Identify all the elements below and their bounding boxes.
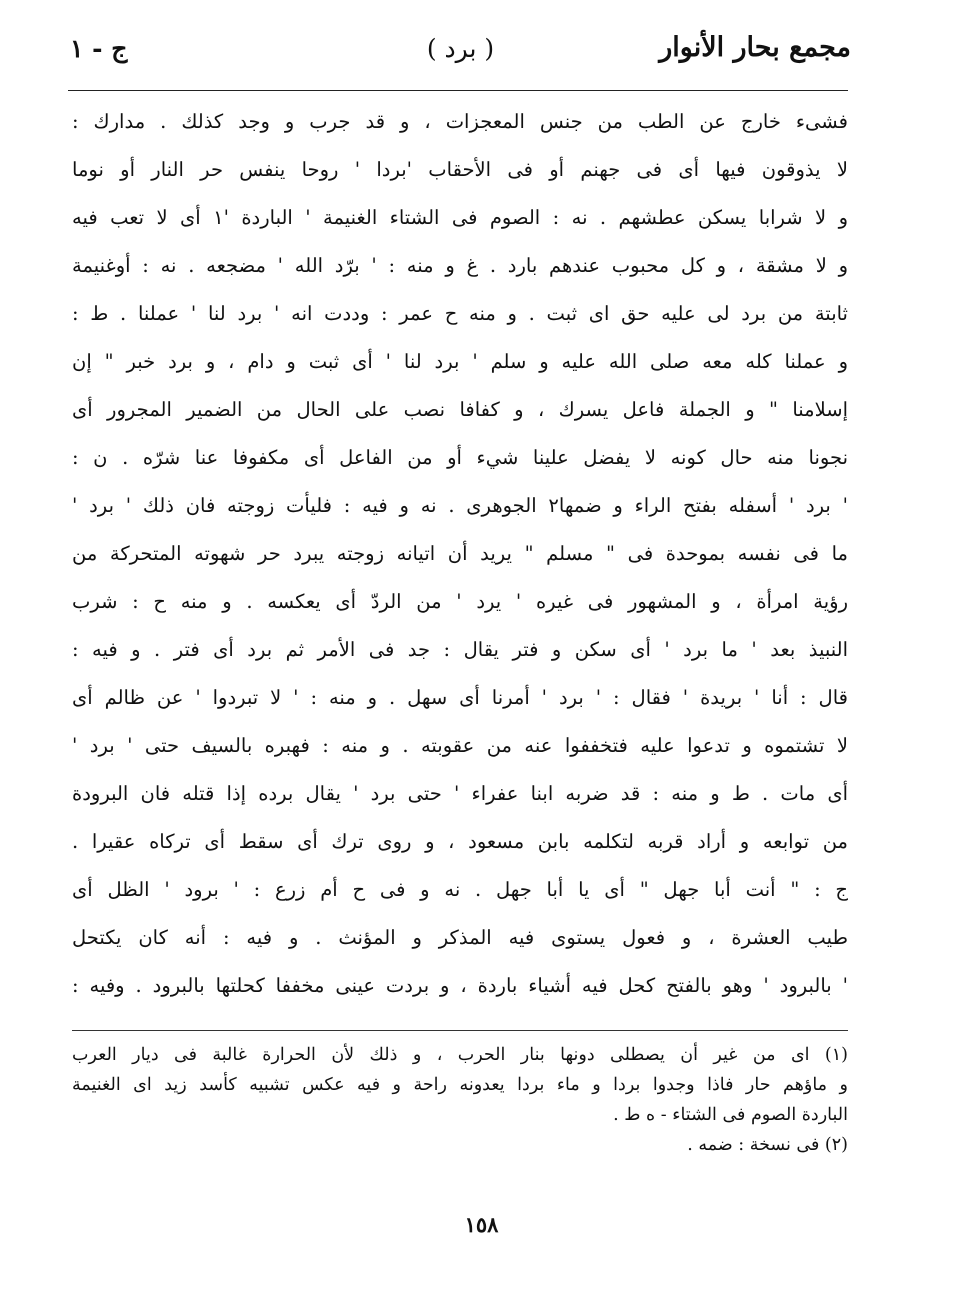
text-line: و لا مشقة ، و كل محبوب عندهم بارد . غ و منه : ' برّد الله ' مضجعه . نه : أوغنيمة (72, 254, 848, 277)
text-line: ' بالبرود ' وهو بالفتح كحل فيه أشياء باردة ، و بردت عينى مخففا كحلتها بالبرود . وفيه : (72, 974, 848, 997)
text-line: إسلامنا " و الجملة فاعل يسرك ، و كفافا نصب على الحال من الضمير المجرور أى (72, 398, 848, 421)
text-line: أى مات . ط و منه : قد ضربه ابنا عفراء ' حتى برد ' يقال برده إذا قتله فان البرودة (72, 782, 848, 805)
text-line: لا يذوقون فيها أى فى جهنم أو فى الأحقاب 'بردا ' روحا ينفس حر النار أو نوما (72, 158, 848, 181)
text-line: نجونا منه حال كونه لا يفضل علينا شيء أو من الفاعل أى مكفوفا عنا شرّه . ن : (72, 446, 848, 469)
footnote-line: (٢) فى نسخة : ضمه . (687, 1135, 848, 1155)
text-line: ' برد ' أسفله بفتح الراء و ضمها٢ الجوهرى . نه و فيه : فليأت زوجته فان ذلك ' برد ' (72, 494, 848, 517)
running-header (70, 32, 851, 80)
text-line: ثابتة من برد لى عليه حق اى ثبت . و منه ح عمر : وددت انه ' برد لنا ' عملنا . ط : (72, 302, 848, 325)
text-line: و عملنا كله معه صلى الله عليه و سلم ' برد لنا ' أى ثبت و دام ، و برد خبر " إن (72, 350, 848, 373)
volume-label: ج - ١ (70, 34, 128, 63)
book-title: مجمع بحار الأنوار (659, 32, 851, 63)
text-line: و لا شرابا يسكن عطشهم . نه : الصوم فى الشتاء الغنيمة ' الباردة '١ أى لا تعب فيه (72, 206, 848, 229)
page-number: ١٥٨ (464, 1212, 499, 1237)
entry-word: ( برد ) (426, 34, 495, 63)
text-line: قال : أنا ' بريدة ' فقال : ' برد ' أمرنا أى سهل . و منه : ' لا تبردوا ' عن ظالم أى (72, 686, 848, 709)
text-line: ما فى نفسه بموحدة فى " مسلم " يريد أن اتيانه زوجته يبرد حر شهوته المتحركة من (72, 542, 848, 565)
header-rule (68, 90, 848, 91)
text-line: رؤية امرأة ، و المشهور فى غيره ' يرد ' من الردّ أى يعكسه . و منه ح : شرب (72, 590, 848, 613)
footnotes (72, 1040, 848, 1160)
text-line: فشىء خارج عن الطب من جنس المعجزات ، و قد جرب و وجد كذلك . مدارك : (72, 110, 848, 133)
text-line: طيب العشرة ، و فعول يستوى فيه المذكر و المؤنث . و فيه : أنه كان يكتحل (72, 926, 848, 949)
footnote-line: الباردة الصوم فى الشتاء - ه ط . (613, 1105, 848, 1125)
body-text (72, 98, 848, 1010)
text-line: لا تشتموه و تدعوا عليه فتخففوا عنه من عقوبته . و منه : فهبره بالسيف حتى ' برد ' (72, 734, 848, 757)
text-line: من توابعه و أراد قربه لتكلمه بابن مسعود ، و روى ترك أى سقط أى تركاه عقيرا . (72, 830, 848, 853)
footnote-line: و ماؤهم حار فاذا وجدوا بردا و ماء بردا يعدونه راحة و فيه عكس تشبيه كأسد زيد اى الغنيمة (72, 1075, 848, 1095)
text-line: ج : " أنت أبا جهل " أى يا أبا جهل . نه و فى ح أم زرع : ' برود ' الظل أى (72, 878, 848, 901)
text-line: النبيذ بعد ' ما برد ' أى سكن و فتر يقال : جد فى الأمر ثم برد أى فتر . و فيه : (72, 638, 848, 661)
footnote-line: (١) اى من غير أن يصطلى دونها بنار الحرب ، و ذلك لأن الحرارة غالبة فى ديار العرب (72, 1045, 848, 1065)
footnote-rule (72, 1030, 848, 1031)
